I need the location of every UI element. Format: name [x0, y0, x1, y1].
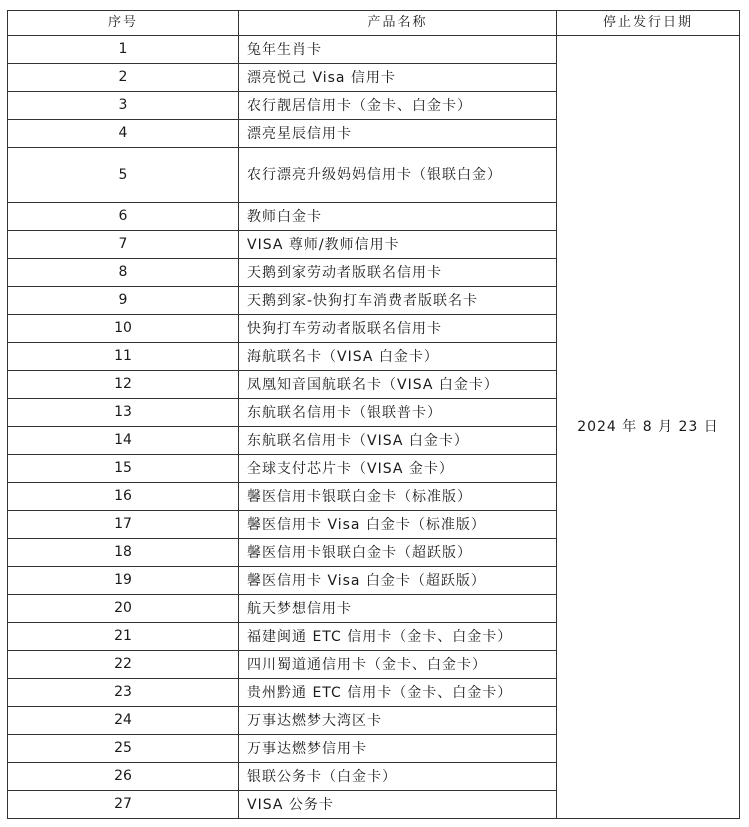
product-name-cell: 快狗打车劳动者版联名信用卡 — [239, 315, 557, 343]
product-name-cell: 全球支付芯片卡（VISA 金卡） — [239, 455, 557, 483]
serial-number-cell: 25 — [8, 735, 239, 763]
serial-number-cell: 18 — [8, 539, 239, 567]
serial-number-cell: 14 — [8, 427, 239, 455]
serial-number-cell: 19 — [8, 567, 239, 595]
card-discontinuation-table-wrapper — [7, 10, 740, 819]
product-name-cell: 东航联名信用卡（银联普卡） — [239, 399, 557, 427]
serial-number-cell: 3 — [8, 92, 239, 120]
product-name-cell: 银联公务卡（白金卡） — [239, 763, 557, 791]
product-name-cell: 四川蜀道通信用卡（金卡、白金卡） — [239, 651, 557, 679]
serial-number-cell: 7 — [8, 231, 239, 259]
serial-number-cell: 23 — [8, 679, 239, 707]
card-discontinuation-table — [7, 10, 740, 819]
serial-number-cell: 21 — [8, 623, 239, 651]
serial-number-cell: 17 — [8, 511, 239, 539]
serial-number-cell: 26 — [8, 763, 239, 791]
product-name-cell: 农行靓居信用卡（金卡、白金卡） — [239, 92, 557, 120]
product-name-cell: VISA 尊师/教师信用卡 — [239, 231, 557, 259]
header-stop-date: 停止发行日期 — [557, 11, 740, 36]
product-name-cell: 航天梦想信用卡 — [239, 595, 557, 623]
serial-number-cell: 16 — [8, 483, 239, 511]
serial-number-cell: 6 — [8, 203, 239, 231]
serial-number-cell: 22 — [8, 651, 239, 679]
serial-number-cell: 10 — [8, 315, 239, 343]
product-name-cell: 东航联名信用卡（VISA 白金卡） — [239, 427, 557, 455]
product-name-cell: 馨医信用卡银联白金卡（标准版） — [239, 483, 557, 511]
product-name-cell: 贵州黔通 ETC 信用卡（金卡、白金卡） — [239, 679, 557, 707]
product-name-cell: 兔年生肖卡 — [239, 36, 557, 64]
table-header-row — [8, 11, 740, 36]
product-name-cell: 万事达燃梦大湾区卡 — [239, 707, 557, 735]
product-name-cell: 福建闽通 ETC 信用卡（金卡、白金卡） — [239, 623, 557, 651]
table-row — [8, 36, 740, 64]
serial-number-cell: 15 — [8, 455, 239, 483]
product-name-cell: 万事达燃梦信用卡 — [239, 735, 557, 763]
product-name-cell: 天鹅到家-快狗打车消费者版联名卡 — [239, 287, 557, 315]
product-name-cell: 海航联名卡（VISA 白金卡） — [239, 343, 557, 371]
serial-number-cell: 4 — [8, 120, 239, 148]
header-product-name: 产品名称 — [239, 11, 557, 36]
product-name-cell: 漂亮悦己 Visa 信用卡 — [239, 64, 557, 92]
product-name-cell: 馨医信用卡 Visa 白金卡（标准版） — [239, 511, 557, 539]
product-name-cell: 农行漂亮升级妈妈信用卡（银联白金） — [239, 148, 557, 203]
serial-number-cell: 27 — [8, 791, 239, 819]
product-name-cell: VISA 公务卡 — [239, 791, 557, 819]
serial-number-cell: 9 — [8, 287, 239, 315]
product-name-cell: 馨医信用卡 Visa 白金卡（超跃版） — [239, 567, 557, 595]
product-name-cell: 凤凰知音国航联名卡（VISA 白金卡） — [239, 371, 557, 399]
serial-number-cell: 24 — [8, 707, 239, 735]
serial-number-cell: 13 — [8, 399, 239, 427]
table-body — [8, 36, 740, 819]
serial-number-cell: 1 — [8, 36, 239, 64]
serial-number-cell: 11 — [8, 343, 239, 371]
serial-number-cell: 20 — [8, 595, 239, 623]
serial-number-cell: 8 — [8, 259, 239, 287]
stop-date-cell: 2024 年 8 月 23 日 — [557, 36, 740, 819]
serial-number-cell: 12 — [8, 371, 239, 399]
serial-number-cell: 2 — [8, 64, 239, 92]
serial-number-cell: 5 — [8, 148, 239, 203]
product-name-cell: 天鹅到家劳动者版联名信用卡 — [239, 259, 557, 287]
product-name-cell: 漂亮星辰信用卡 — [239, 120, 557, 148]
header-serial-number: 序号 — [8, 11, 239, 36]
product-name-cell: 馨医信用卡银联白金卡（超跃版） — [239, 539, 557, 567]
product-name-cell: 教师白金卡 — [239, 203, 557, 231]
